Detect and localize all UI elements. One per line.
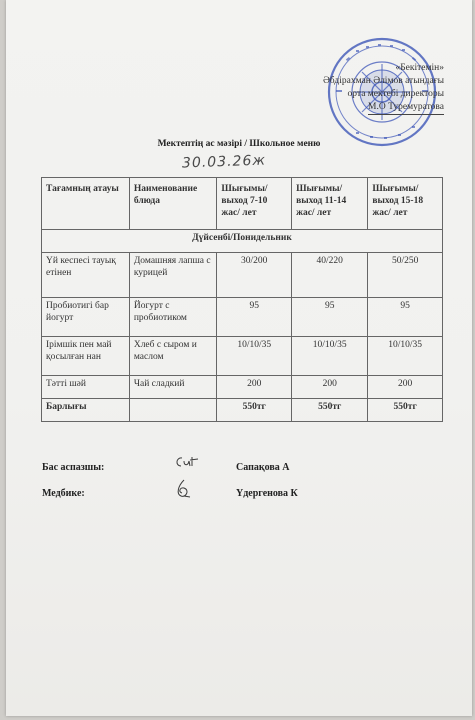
approval-line-1: «Бекітемін» xyxy=(395,63,444,73)
approval-line-2: Әбдірахман Әлімов атындағы xyxy=(322,76,444,86)
menu-table xyxy=(41,177,443,422)
table-row xyxy=(42,298,443,337)
header-dish-ru: Наименование блюда xyxy=(129,178,217,230)
nurse-name: Үдергенова К xyxy=(236,488,298,499)
total-label: Барлығы xyxy=(42,399,130,422)
portion-15-18: 95 xyxy=(368,298,443,337)
cook-signature xyxy=(174,454,202,470)
table-row xyxy=(42,376,443,399)
header-dish-kz: Тағамның атауы xyxy=(42,178,130,230)
cook-name: Сапақова А xyxy=(236,462,290,473)
menu-document xyxy=(6,0,472,716)
portion-7-10: 30/200 xyxy=(217,253,292,298)
dish-kz: Ірімшік пен май қосылған нан xyxy=(42,337,130,376)
approval-line-4: М.О Туремуратова xyxy=(368,101,444,115)
portion-11-14: 95 xyxy=(292,298,368,337)
portion-7-10: 200 xyxy=(217,376,292,399)
portion-11-14: 10/10/35 xyxy=(292,337,368,376)
approval-line-3: орта мектебі директоры xyxy=(347,89,444,99)
dish-ru: Чай сладкий xyxy=(129,376,217,399)
portion-15-18: 10/10/35 xyxy=(368,337,443,376)
page-title: Мектептің ас мәзірі / Школьное меню xyxy=(157,139,321,149)
portion-11-14: 200 xyxy=(292,376,368,399)
nurse-label: Медбике: xyxy=(42,488,85,499)
table-row xyxy=(42,337,443,376)
portion-7-10: 10/10/35 xyxy=(217,337,292,376)
portion-15-18: 50/250 xyxy=(368,253,443,298)
header-portion-7-10: Шығымы/ выход 7-10 жас/ лет xyxy=(217,178,292,230)
approval-block xyxy=(323,62,444,115)
nurse-signature xyxy=(172,478,196,500)
cook-label: Бас аспазшы: xyxy=(42,462,105,473)
total-row xyxy=(42,399,443,422)
dish-ru: Йогурт с пробиотиком xyxy=(129,298,217,337)
day-label: Дүйсенбі/Понидельник xyxy=(42,230,443,253)
total-empty-cell xyxy=(129,399,217,422)
dish-kz: Үй кеспесі тауық етінен xyxy=(42,253,130,298)
dish-kz: Пробиотигі бар йогурт xyxy=(42,298,130,337)
table-header-row xyxy=(42,178,443,230)
header-portion-11-14: Шығымы/ выход 11-14 жас/ лет xyxy=(292,178,368,230)
total-7-10: 550тг xyxy=(217,399,292,422)
handwritten-date: 30.03.26ж xyxy=(181,152,267,172)
portion-7-10: 95 xyxy=(217,298,292,337)
dish-kz: Тәтті шәй xyxy=(42,376,130,399)
header-portion-15-18: Шығымы/ выход 15-18 жас/ лет xyxy=(368,178,443,230)
portion-11-14: 40/220 xyxy=(292,253,368,298)
total-15-18: 550тг xyxy=(368,399,443,422)
day-row xyxy=(42,230,443,253)
dish-ru: Домашняя лапша с курицей xyxy=(129,253,217,298)
dish-ru: Хлеб с сыром и маслом xyxy=(129,337,217,376)
portion-15-18: 200 xyxy=(368,376,443,399)
table-row xyxy=(42,253,443,298)
total-11-14: 550тг xyxy=(292,399,368,422)
